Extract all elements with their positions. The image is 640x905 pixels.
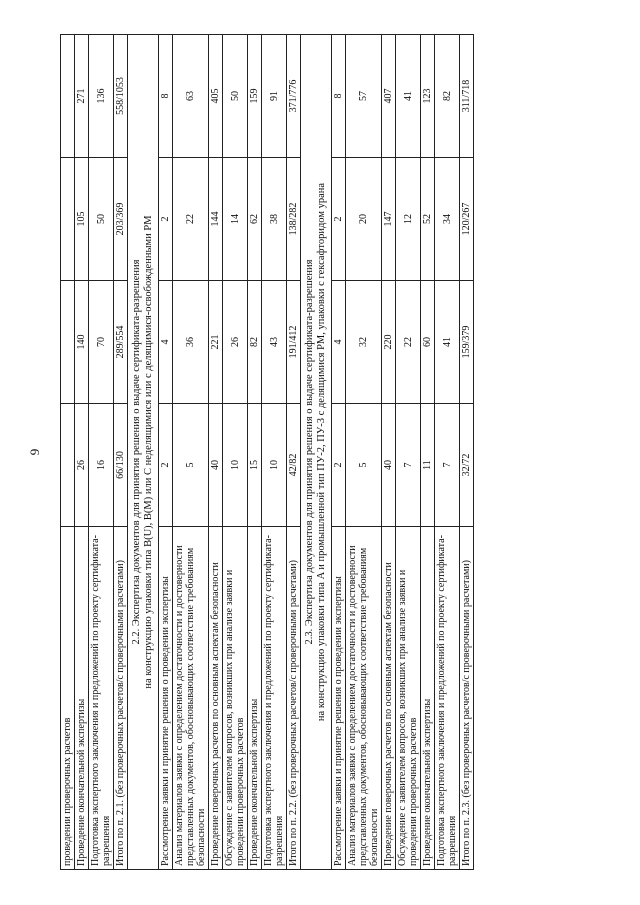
value-cell: 221 <box>209 281 223 404</box>
row-label: Проведение поверочных расчетов по основным аспектам безопасности <box>209 527 223 870</box>
section-heading-line1: 2.2. Экспертиза документов для принятия решения о выдаче сертификата-разрешения <box>131 259 142 645</box>
section-heading-line2: на конструкцию упаковки типа A и промышленной тип ПУ-2, ПУ-3 с делящимися РМ, упаковки с гексафторидом урана <box>316 182 327 722</box>
value-cell: 52 <box>421 158 435 281</box>
value-cell: 34 <box>435 158 460 281</box>
table-row <box>61 35 75 870</box>
table-row <box>173 35 209 870</box>
value-cell <box>61 281 75 404</box>
table-row <box>346 35 382 870</box>
value-cell: 20 <box>346 158 382 281</box>
table-row <box>114 35 128 870</box>
section-heading-cell <box>128 35 159 870</box>
table-row <box>421 35 435 870</box>
table-row <box>435 35 460 870</box>
value-cell: 4 <box>159 281 173 404</box>
row-label: Проведение окончательной экспертизы <box>248 527 262 870</box>
row-label: Проведение окончательной экспертизы <box>421 527 435 870</box>
value-cell: 66/130 <box>114 404 128 527</box>
value-cell: 191/412 <box>287 281 301 404</box>
row-label: Рассмотрение заявки и принятие решения о проведении экспертизы <box>332 527 346 870</box>
value-cell: 10 <box>262 404 287 527</box>
table-row <box>396 35 421 870</box>
value-cell: 22 <box>396 281 421 404</box>
row-label: Подготовка экспертного заключения и предложений по проекту сертификата-разрешения <box>89 527 114 870</box>
table-row <box>332 35 346 870</box>
value-cell: 289/554 <box>114 281 128 404</box>
value-cell: 271 <box>75 35 89 158</box>
value-cell: 105 <box>75 158 89 281</box>
row-label: Подготовка экспертного заключения и предложений по проекту сертификата-разрешения <box>262 527 287 870</box>
row-label: проведении проверочных расчетов <box>61 527 75 870</box>
table-row <box>89 35 114 870</box>
value-cell: 144 <box>209 158 223 281</box>
value-cell: 220 <box>382 281 396 404</box>
value-cell: 138/282 <box>287 158 301 281</box>
value-cell: 36 <box>173 281 209 404</box>
table-row <box>287 35 301 870</box>
value-cell: 12 <box>396 158 421 281</box>
value-cell: 311/718 <box>460 35 474 158</box>
value-cell: 63 <box>173 35 209 158</box>
row-label: Анализ материалов заявки с определением достаточности и достоверности представленных документов, обосновывающих соответствие требованиям безопасности <box>346 527 382 870</box>
rotated-page <box>60 35 580 870</box>
value-cell: 70 <box>89 281 114 404</box>
value-cell: 140 <box>75 281 89 404</box>
table-row <box>262 35 287 870</box>
row-label: Итого по п. 2.3. (без проверочных расчетов/с проверочными расчетами) <box>460 527 474 870</box>
value-cell: 50 <box>89 158 114 281</box>
section-heading-line2: на конструкцию упаковки типа B(U), B(M) или C неделящимися или с делящимися-освобожденными РМ <box>143 215 154 689</box>
value-cell: 159/379 <box>460 281 474 404</box>
value-cell: 120/267 <box>460 158 474 281</box>
value-cell: 2 <box>159 404 173 527</box>
value-cell: 405 <box>209 35 223 158</box>
table-row <box>248 35 262 870</box>
table-row <box>209 35 223 870</box>
value-cell: 15 <box>248 404 262 527</box>
value-cell: 41 <box>396 35 421 158</box>
table-row <box>75 35 89 870</box>
row-label: Обсуждение с заявителем вопросов, возникших при анализе заявки и проведении проверочных расчетов <box>396 527 421 870</box>
value-cell <box>61 404 75 527</box>
value-cell: 14 <box>223 158 248 281</box>
row-label: Подготовка экспертного заключения и предложений по проекту сертификата-разрешения <box>435 527 460 870</box>
value-cell: 2 <box>332 404 346 527</box>
value-cell: 159 <box>248 35 262 158</box>
value-cell: 147 <box>382 158 396 281</box>
value-cell: 22 <box>173 158 209 281</box>
row-label: Анализ материалов заявки с определением достаточности и достоверности представленных документов, обосновывающих соответствие требованиям безопасности <box>173 527 209 870</box>
value-cell: 57 <box>346 35 382 158</box>
value-cell: 5 <box>173 404 209 527</box>
value-cell: 8 <box>159 35 173 158</box>
value-cell: 32 <box>346 281 382 404</box>
section-heading-cell <box>301 35 332 870</box>
section-heading-line1: 2.3. Экспертиза документов для принятия решения о выдаче сертификата-разрешения <box>304 259 315 645</box>
value-cell: 40 <box>382 404 396 527</box>
value-cell: 2 <box>332 158 346 281</box>
value-cell: 371/776 <box>287 35 301 158</box>
value-cell: 407 <box>382 35 396 158</box>
value-cell <box>61 35 75 158</box>
row-label: Рассмотрение заявки и принятие решения о проведении экспертизы <box>159 527 173 870</box>
value-cell: 203/369 <box>114 158 128 281</box>
value-cell: 8 <box>332 35 346 158</box>
value-cell: 62 <box>248 158 262 281</box>
value-cell: 10 <box>223 404 248 527</box>
page-number: 9 <box>27 448 42 456</box>
value-cell: 82 <box>435 35 460 158</box>
value-cell: 91 <box>262 35 287 158</box>
value-cell: 43 <box>262 281 287 404</box>
value-cell: 26 <box>75 404 89 527</box>
value-cell: 2 <box>159 158 173 281</box>
table-row <box>159 35 173 870</box>
expertise-table <box>60 34 474 870</box>
value-cell: 50 <box>223 35 248 158</box>
value-cell: 42/82 <box>287 404 301 527</box>
value-cell: 558/1053 <box>114 35 128 158</box>
value-cell: 136 <box>89 35 114 158</box>
value-cell: 32/72 <box>460 404 474 527</box>
table-row <box>460 35 474 870</box>
value-cell: 4 <box>332 281 346 404</box>
section-heading-2-2 <box>128 35 159 870</box>
value-cell: 5 <box>346 404 382 527</box>
section-heading-2-3 <box>301 35 332 870</box>
row-label: Проведение поверочных расчетов по основным аспектам безопасности <box>382 527 396 870</box>
value-cell: 11 <box>421 404 435 527</box>
value-cell: 82 <box>248 281 262 404</box>
row-label: Итого по п. 2.1. (без проверочных расчетов/с проверочными расчетами) <box>114 527 128 870</box>
value-cell: 7 <box>396 404 421 527</box>
row-label: Проведение окончательной экспертизы <box>75 527 89 870</box>
value-cell: 16 <box>89 404 114 527</box>
value-cell: 26 <box>223 281 248 404</box>
value-cell <box>61 158 75 281</box>
value-cell: 123 <box>421 35 435 158</box>
table-row <box>223 35 248 870</box>
value-cell: 7 <box>435 404 460 527</box>
value-cell: 38 <box>262 158 287 281</box>
value-cell: 60 <box>421 281 435 404</box>
row-label: Обсуждение с заявителем вопросов, возникших при анализе заявки и проведении проверочных расчетов <box>223 527 248 870</box>
value-cell: 41 <box>435 281 460 404</box>
row-label: Итого по п. 2.2. (без проверочных расчетов/с проверочными расчетами) <box>287 527 301 870</box>
value-cell: 40 <box>209 404 223 527</box>
table-row <box>382 35 396 870</box>
